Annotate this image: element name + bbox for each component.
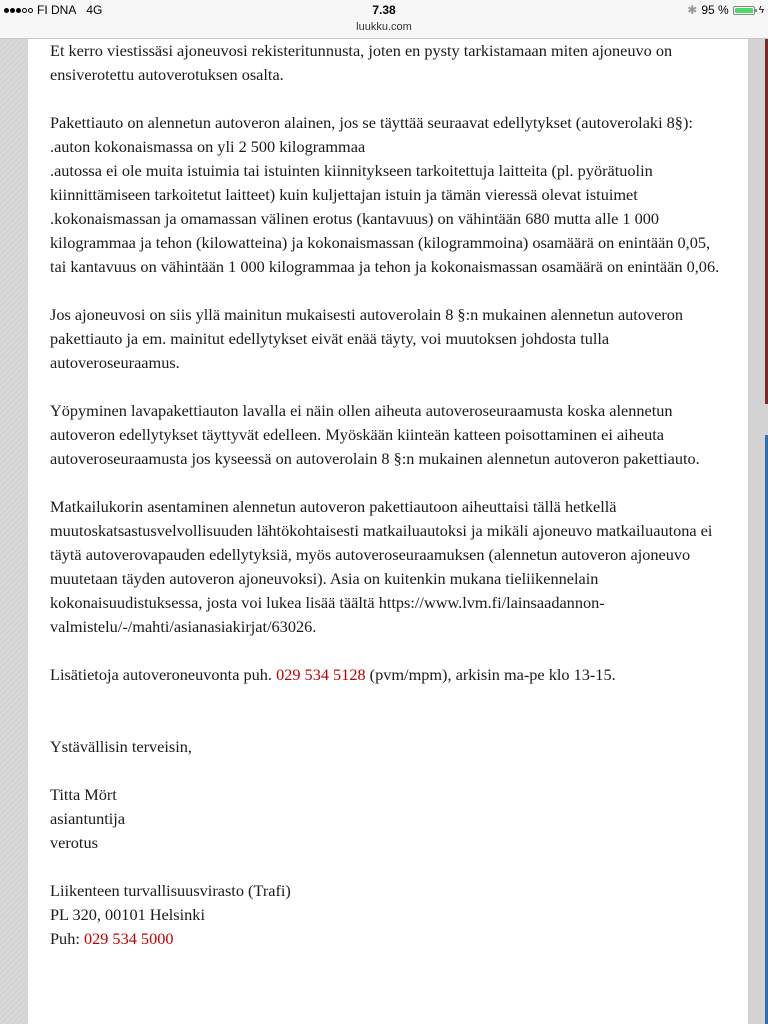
org-phone-link[interactable]: 029 534 5000: [83, 929, 174, 948]
network-type: 4G: [86, 3, 103, 17]
paragraph-info: [50, 663, 726, 687]
org-name: Liikenteen turvallisuusvirasto (Trafi): [50, 881, 291, 900]
info-phone-link[interactable]: 029 534 5128: [276, 665, 366, 684]
paragraph-conditions: [50, 111, 726, 279]
sender-department: verotus: [50, 833, 98, 852]
org-address: PL 320, 00101 Helsinki: [50, 905, 205, 924]
clock: 7.38: [372, 3, 396, 17]
condition-item: .autossa ei ole muita istuimia tai istuinten kiinnitykseen tarkoitettuja laitteita (pl. pyörätuolin kiinnittämiseen tarkoitetut laitteet) kuin kuljettajan istuin ja tämän vieressä olevat istuimet: [50, 161, 653, 204]
message-body: [28, 39, 748, 1024]
signature: [50, 783, 726, 855]
charging-icon: ϟ: [758, 4, 764, 16]
info-suffix: (pvm/mpm), arkisin ma-pe klo 13-15.: [365, 665, 616, 684]
battery-icon: [733, 6, 755, 15]
bluetooth-icon: ✱: [687, 3, 698, 17]
organization: [50, 879, 726, 951]
status-right: [687, 3, 764, 17]
conditions-intro: Pakettiauto on alennetun autoveron alainen, jos se täyttää seuraavat edellytykset (autoverolaki 8§):: [50, 113, 693, 132]
left-gutter: [0, 39, 28, 1024]
paragraph-consequence: Jos ajoneuvosi on siis yllä mainitun mukaisesti autoverolain 8 §:n mukainen alennetun autoveron pakettiauto ja em. mainitut edellytykset eivät enää täyty, voi muutoksen johdosta tulla autoveroseuraamus.: [50, 305, 684, 372]
carrier-name: FI DNA: [37, 3, 77, 17]
status-bar: [0, 0, 768, 20]
battery-percent: 95 %: [701, 3, 729, 17]
condition-item: .auton kokonaismassa on yli 2 500 kilogrammaa: [50, 137, 366, 156]
info-prefix: Lisätietoja autoveroneuvonta puh.: [50, 665, 277, 684]
greeting: Ystävällisin terveisin,: [50, 737, 192, 756]
condition-item: .kokonaismassan ja omamassan välinen erotus (kantavuus) on vähintään 680 mutta alle 1 000 kilogrammaa ja tehon (kilowatteina) ja kokonaismassan (kilogrammoina) osamäärä on enintään 0,05, tai kantavuus on vähintään 1 000 kilogrammaa ja tehon ja kokonaismassan osamäärä on enintään 0,06.: [50, 209, 720, 276]
paragraph-registration: Et kerro viestissäsi ajoneuvosi rekisteritunnusta, joten en pysty tarkistamaan miten ajoneuvo on ensiverotettu autoverotuksen osalta.: [50, 41, 673, 84]
org-phone-label: Puh:: [50, 929, 84, 948]
org-phone-line: [50, 927, 726, 951]
paragraph-sleeping: Yöpyminen lavapakettiauton lavalla ei näin ollen aiheuta autoveroseuraamusta koska alennetun autoveron edellytykset täyttyvät edelleen. Myöskään kiinteän katteen poisottaminen ei aiheuta autoveroseuraamusta jos kyseessä on autoverolain 8 §:n mukainen alennetun autoveron pakettiauto.: [50, 401, 700, 468]
paragraph-camper: Matkailukorin asentaminen alennetun autoveron pakettiautoon aiheuttaisi tällä hetkellä muutoskatsastusvelvollisuuden lähtökohtaisesti matkailuautoksi ja mikäli ajoneuvo matkailuautona ei täytä autoverovapauden edellytyksiä, myös autoveroseuraamuksen (alennetun autoveron ajoneuvo muutetaan täyden autoveron ajoneuvoksi). Asia on kuitenkin mukana tieliikennelain kokonaisuudistuksessa, josta voi lukea lisää täältä https://www.lvm.fi/lainsaadannon-valmistelu/-/mahti/asianasiakirjat/63026.: [50, 497, 713, 636]
address-bar[interactable]: [0, 20, 768, 39]
url-domain[interactable]: luukku.com: [356, 21, 412, 33]
sender-name: Titta Mört: [50, 785, 117, 804]
sender-title: asiantuntija: [50, 809, 126, 828]
